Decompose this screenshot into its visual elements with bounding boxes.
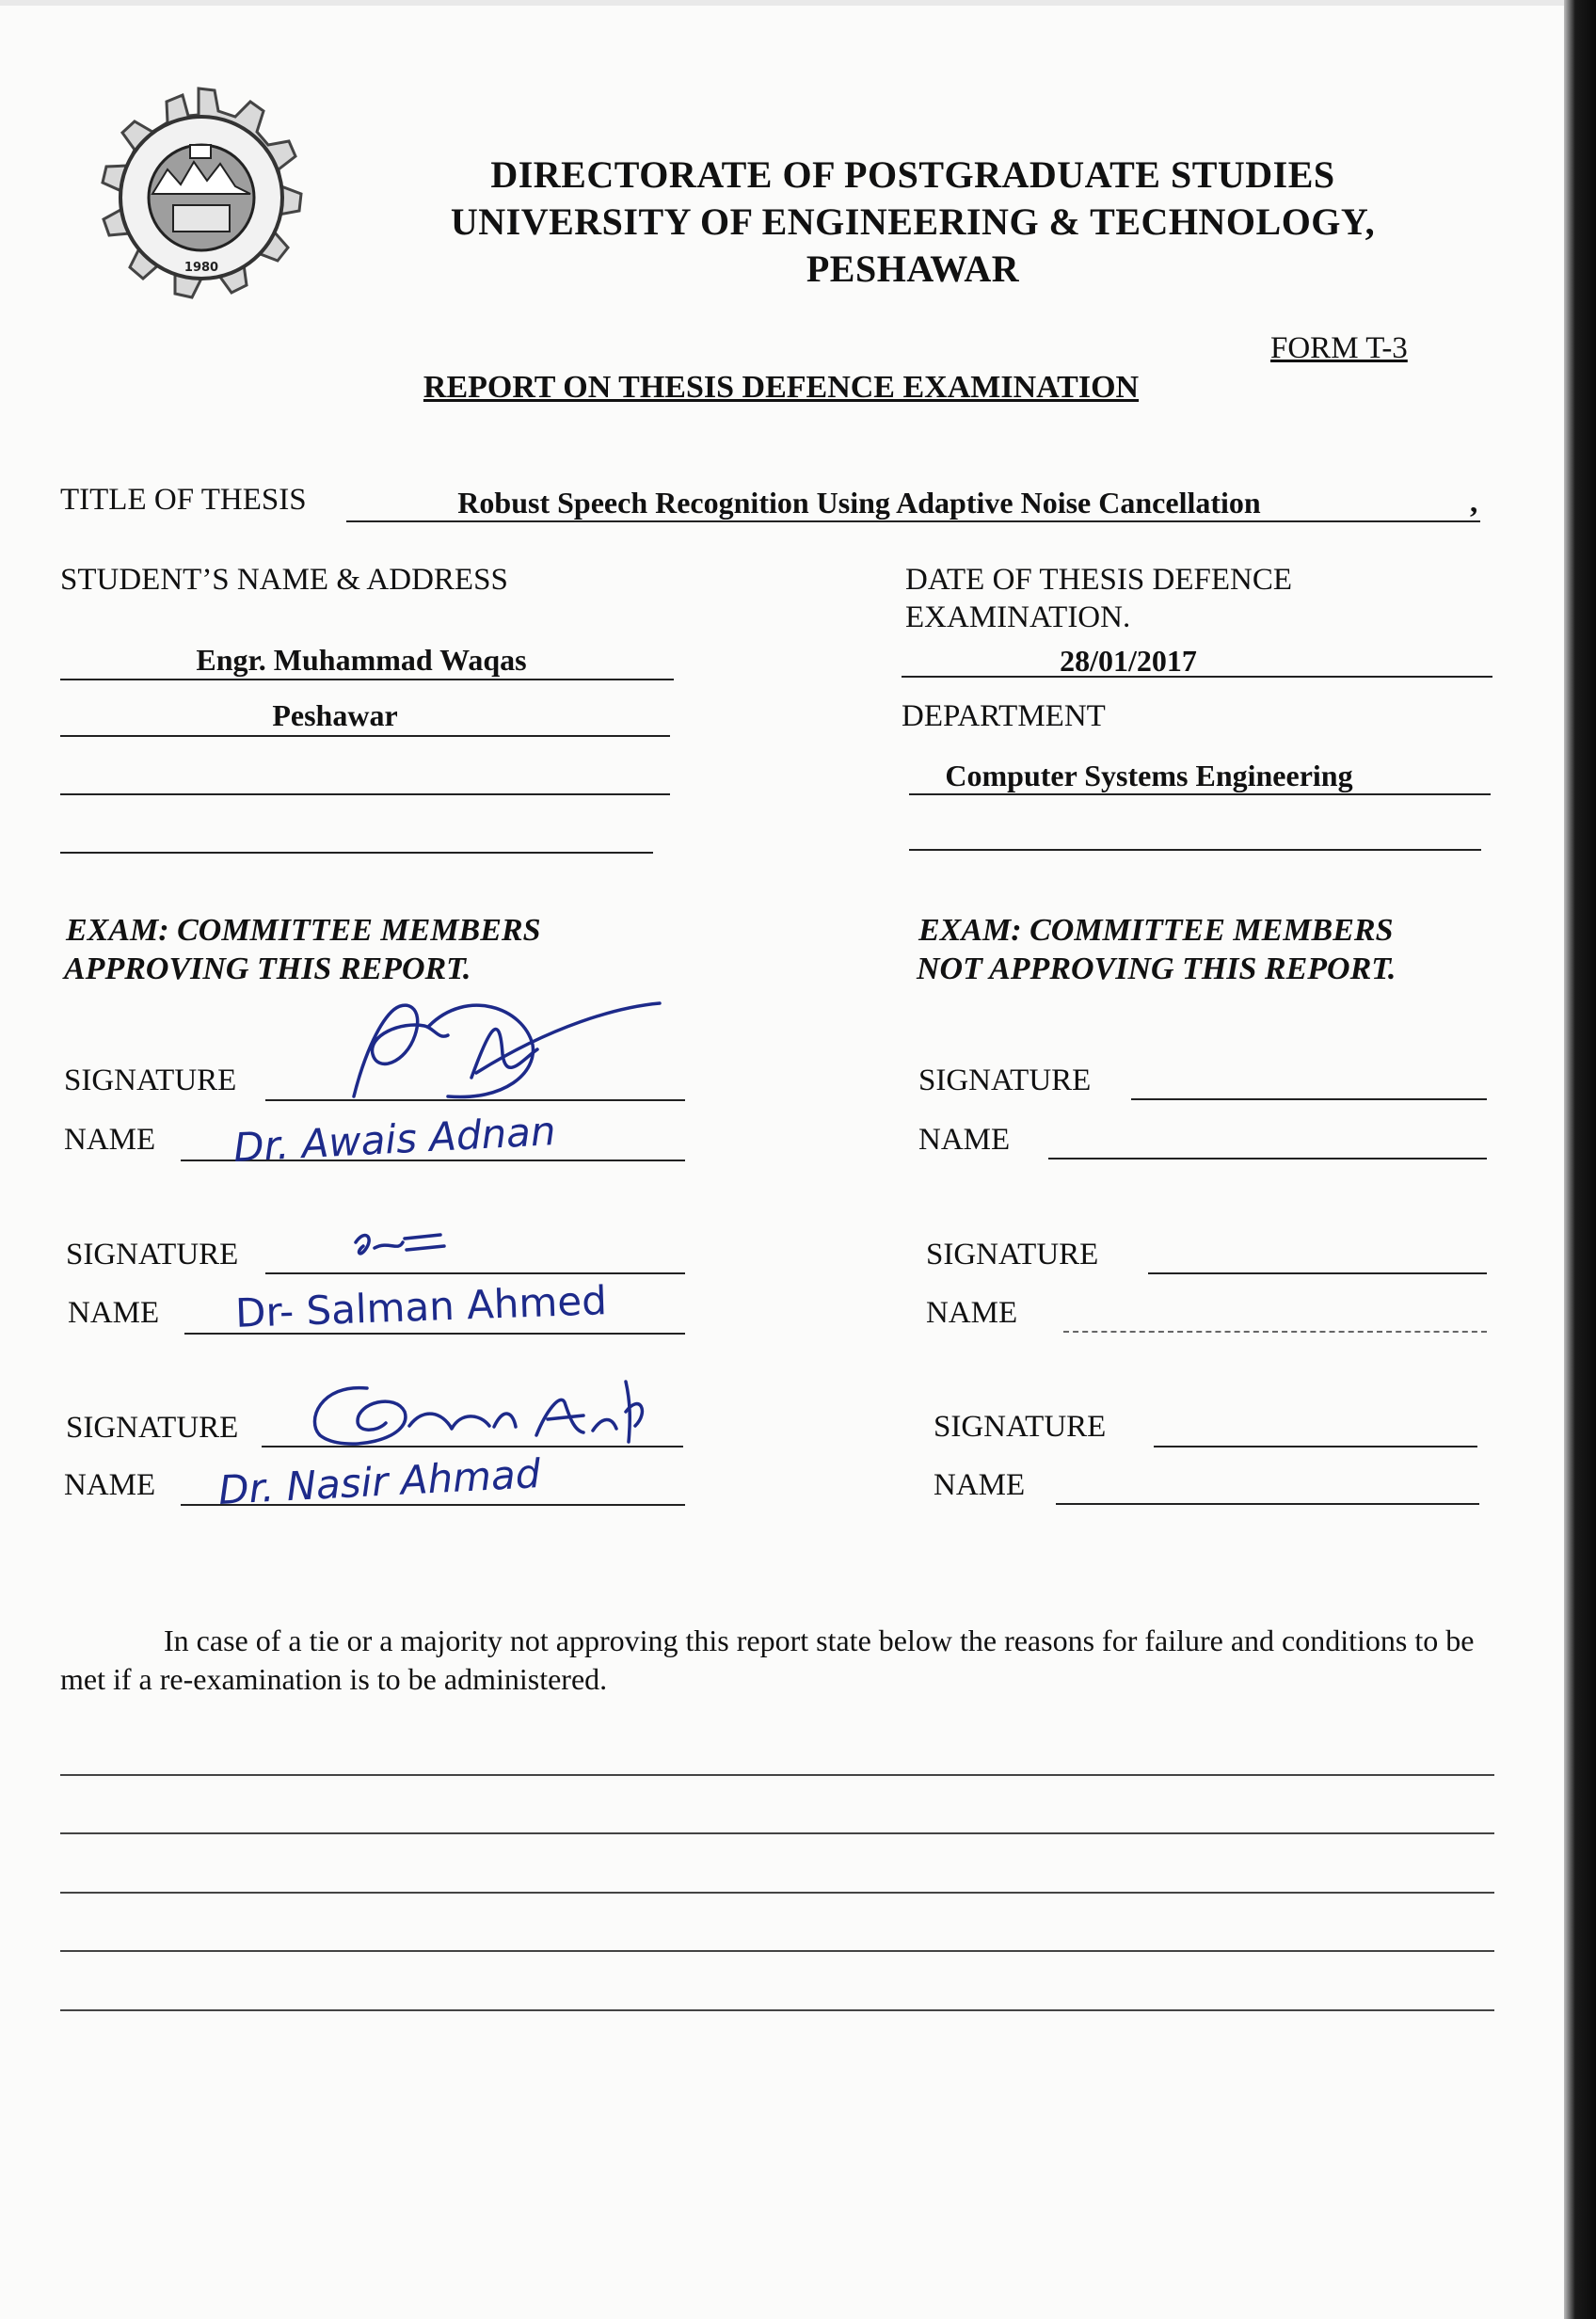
approving-3-signature	[301, 1374, 668, 1459]
approving-heading-2: APPROVING THIS REPORT.	[64, 952, 471, 986]
approving-2-signature-line	[265, 1272, 685, 1274]
thesis-title-value: Robust Speech Recognition Using Adaptive Noise Cancellation	[457, 486, 1261, 520]
header-city: PESHAWAR	[806, 248, 1020, 290]
not-approving-1-name-line	[1048, 1158, 1487, 1160]
approving-1-name-label: NAME	[64, 1123, 156, 1157]
reason-line-5	[60, 2009, 1494, 2011]
not-approving-3-name-label: NAME	[934, 1468, 1026, 1502]
approving-1-name: Dr. Awais Adnan	[231, 1108, 557, 1171]
approving-2-signature-label: SIGNATURE	[66, 1238, 239, 1271]
student-address-line-3	[60, 852, 653, 854]
not-approving-2-name-label: NAME	[926, 1296, 1018, 1330]
approving-3-name-label: NAME	[64, 1468, 156, 1502]
not-approving-3-signature-line	[1154, 1446, 1477, 1447]
not-approving-3-name-line	[1056, 1503, 1479, 1505]
approving-2-name-label: NAME	[68, 1296, 160, 1330]
defence-date-label-2: EXAMINATION.	[905, 600, 1131, 634]
thesis-title-line	[346, 520, 1480, 522]
header-university: UNIVERSITY OF ENGINEERING & TECHNOLOGY,	[450, 200, 1376, 243]
not-approving-1-signature-label: SIGNATURE	[918, 1064, 1092, 1097]
thesis-title-comma: ,	[1470, 486, 1478, 520]
not-approving-2-name-line	[1063, 1331, 1487, 1333]
defence-date-line	[902, 676, 1492, 678]
approving-1-signature-label: SIGNATURE	[64, 1064, 237, 1097]
student-address-line	[60, 735, 670, 737]
approving-3-name: Dr. Nasir Ahmad	[216, 1450, 542, 1513]
approving-1-signature	[335, 969, 674, 1111]
reason-line-3	[60, 1892, 1494, 1894]
reason-line-2	[60, 1832, 1494, 1834]
approving-heading-1: EXAM: COMMITTEE MEMBERS	[66, 913, 541, 948]
scan-right-edge	[1564, 0, 1596, 2319]
not-approving-3-signature-label: SIGNATURE	[934, 1410, 1107, 1444]
student-name-value: Engr. Muhammad Waqas	[196, 643, 527, 677]
scan-top-edge	[0, 0, 1564, 6]
report-title: REPORT ON THESIS DEFENCE EXAMINATION	[423, 370, 1140, 405]
form-number: FORM T-3	[1270, 331, 1408, 365]
department-value: Computer Systems Engineering	[945, 759, 1353, 792]
thesis-title-label: TITLE OF THESIS	[60, 483, 307, 517]
not-approving-2-signature-label: SIGNATURE	[926, 1238, 1099, 1271]
not-approving-heading-1: EXAM: COMMITTEE MEMBERS	[918, 913, 1394, 948]
department-line-2	[909, 849, 1481, 851]
student-label: STUDENT’S NAME & ADDRESS	[60, 563, 508, 597]
reason-line-4	[60, 1950, 1494, 1952]
student-address-value: Peshawar	[272, 698, 398, 732]
not-approving-heading-2: NOT APPROVING THIS REPORT.	[917, 952, 1396, 986]
student-address-line-2	[60, 793, 670, 795]
not-approving-1-name-label: NAME	[918, 1123, 1011, 1157]
approving-3-signature-label: SIGNATURE	[66, 1411, 239, 1445]
svg-text:1980: 1980	[184, 261, 219, 275]
failure-note-text: In case of a tie or a majority not approving this report state below the reasons for failure and conditions to be met if a re-examination is to be administered.	[60, 1623, 1475, 1696]
not-approving-1-signature-line	[1131, 1098, 1487, 1100]
approving-2-name: Dr- Salman Ahmed	[234, 1277, 608, 1336]
approving-2-signature	[346, 1223, 459, 1271]
department-line	[909, 793, 1491, 795]
not-approving-2-signature-line	[1148, 1272, 1487, 1274]
student-name-line	[60, 679, 674, 680]
department-label: DEPARTMENT	[902, 699, 1106, 733]
reason-line-1	[60, 1774, 1494, 1776]
failure-note	[60, 1622, 1509, 1699]
defence-date-value: 28/01/2017	[1060, 644, 1197, 678]
header-directorate: DIRECTORATE OF POSTGRADUATE STUDIES	[490, 153, 1335, 196]
university-seal-icon	[75, 83, 322, 318]
defence-date-label-1: DATE OF THESIS DEFENCE	[905, 563, 1293, 597]
